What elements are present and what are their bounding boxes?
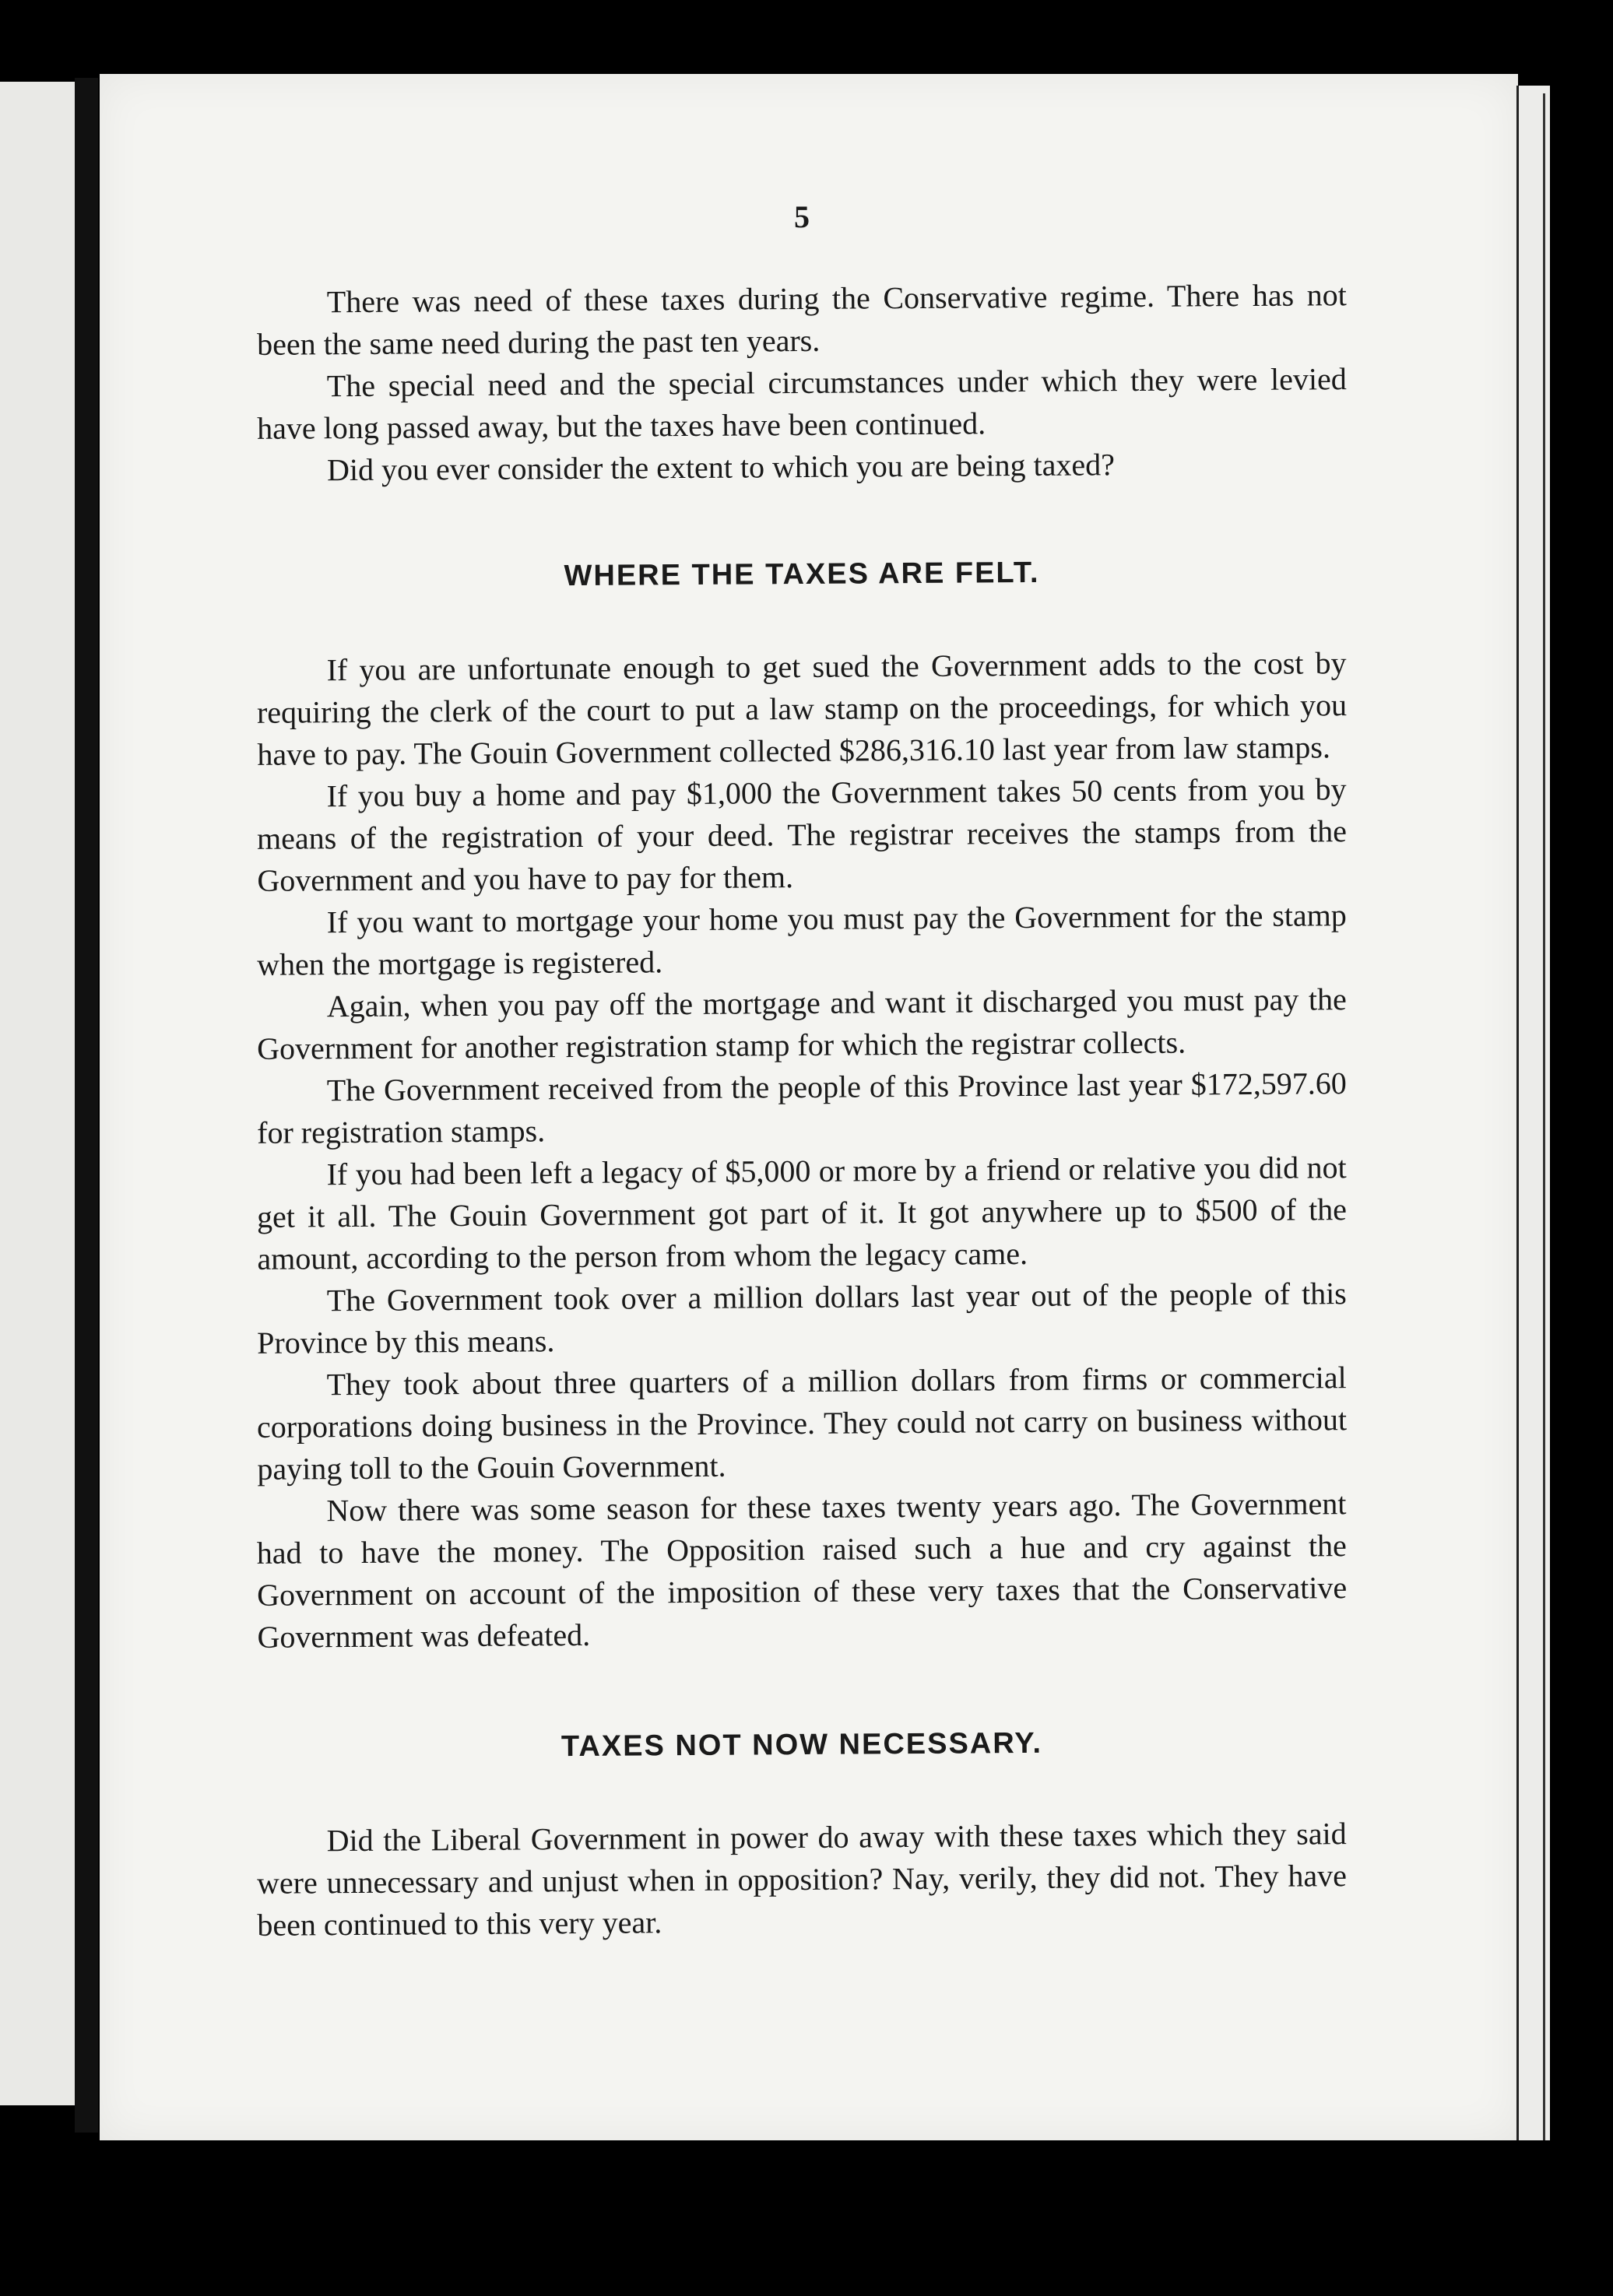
body-paragraph: Did the Liberal Government in power do away with these taxes which they said were unnecessary and unjust when in opposition? Nay, verily, they did not. They have been continued to this very year. — [256, 1816, 1348, 1943]
body-paragraph: If you had been left a legacy of $5,000 or more by a friend or relative you did not get it all. The Gouin Government got part of it. It got anywhere up to $500 of the amount, according to the person from whom the legacy came. — [256, 1150, 1348, 1276]
binding-shadow — [75, 78, 98, 2133]
section-heading: TAXES NOT NOW NECESSARY. — [561, 1726, 1043, 1764]
body-paragraph: Again, when you pay off the mortgage and want it discharged you must pay the Government for another registration stamp for which the registrar collects. — [257, 981, 1347, 1066]
page-right-edge — [1516, 86, 1550, 2140]
page-content — [257, 198, 1347, 1943]
intro-paragraph: There was need of these taxes during the Conservative regime. There has not been the same need during the past ten years. — [257, 277, 1347, 362]
body-paragraph: Now there was some season for these taxes twenty years ago. The Government had to have the money. The Opposition raised such a hue and cry against the Government on account of the imposition of these very taxes that the Conservative Government was defeated. — [256, 1486, 1348, 1655]
intro-paragraph: Did you ever consider the extent to which you are being taxed? — [326, 447, 1116, 488]
section-heading: WHERE THE TAXES ARE FELT. — [564, 556, 1040, 593]
body-paragraph: They took about three quarters of a million dollars from firms or commercial corporations doing business in the Province. They could not carry on business without paying toll to the Gouin Government. — [256, 1360, 1348, 1487]
page-number: 5 — [794, 199, 810, 234]
body-paragraph: The Government took over a million dollars last year out of the people of this Province by this means. — [257, 1276, 1347, 1360]
body-paragraph: If you are unfortunate enough to get sued the Government adds to the cost by requiring the clerk of the court to put a law stamp on the proceedings, for which you have to pay. The Gouin Government collected $286,316.10 last year from law stamps. — [256, 645, 1348, 772]
body-paragraph: If you want to mortgage your home you must pay the Government for the stamp when the mortgage is registered. — [257, 897, 1347, 982]
previous-page-edge — [0, 82, 84, 2105]
body-paragraph: The Government received from the people of this Province last year $172,597.60 for registration stamps. — [257, 1065, 1347, 1150]
intro-paragraph: The special need and the special circumstances under which they were levied have long passed away, but the taxes have been continued. — [257, 361, 1347, 446]
body-paragraph: If you buy a home and pay $1,000 the Government takes 50 cents from you by means of the registration of your deed. The registrar receives the stamps from the Government and you have to pay for them. — [256, 771, 1348, 898]
